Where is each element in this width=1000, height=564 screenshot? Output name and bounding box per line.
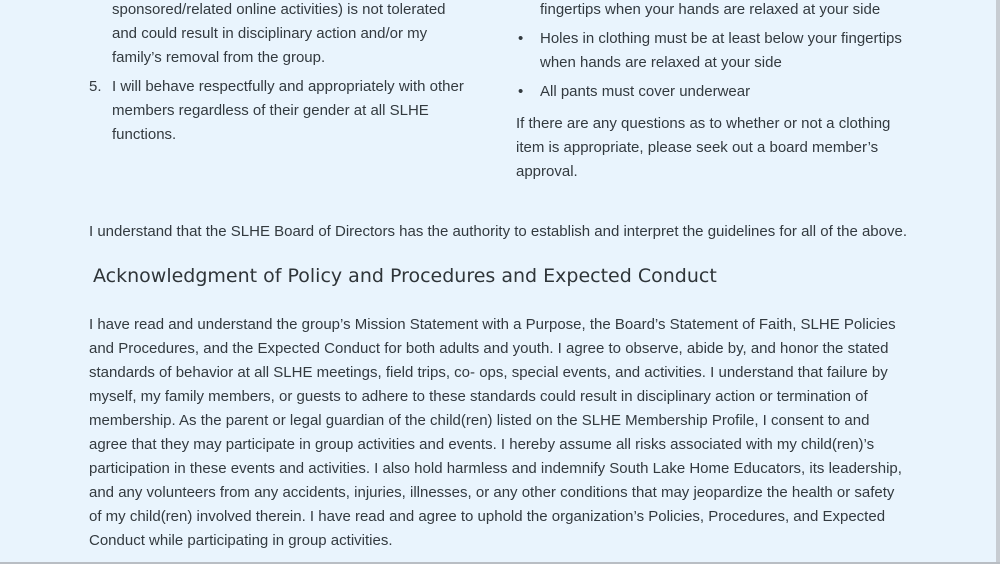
- text-line: If there are any questions as to whether or not a clothing: [516, 115, 891, 132]
- text-line: standards of behavior at all SLHE meetings, field trips, co- ops, special events, and activities. I understand that failure by: [89, 364, 888, 381]
- acknowledgment-paragraph: [89, 313, 909, 553]
- text-line: fingertips when your hands are relaxed at your side: [540, 1, 881, 18]
- text-line: participation in these events and activities. I also hold harmless and indemnify South Lake Home Educators, its leadership,: [89, 460, 902, 477]
- clothing-note: [516, 112, 906, 184]
- text-line: of my child(ren) involved therein. I have read and agree to uphold the organization’s Policies, Procedures, and Expected: [89, 508, 886, 525]
- page-edge-scrollbar[interactable]: [996, 0, 1000, 564]
- text-line: sponsored/related online activities) is not tolerated: [112, 1, 446, 18]
- text-line: membership. As the parent or legal guardian of the child(ren) listed on the SLHE Membership Profile, I consent to and: [89, 412, 870, 429]
- right-column: [516, 0, 906, 184]
- text-line: Conduct while participating in group activities.: [89, 532, 393, 549]
- text-line: when hands are relaxed at your side: [540, 54, 782, 71]
- text-line: members regardless of their gender at all SLHE: [112, 102, 429, 119]
- bullet-glyph: •: [518, 30, 524, 47]
- list-item-5: [89, 75, 489, 147]
- section-heading: Acknowledgment of Policy and Procedures and Expected Conduct: [93, 265, 717, 287]
- text-line: approval.: [516, 163, 578, 180]
- list-item-4-continuation: [89, 0, 489, 70]
- text-line: I will behave respectfully and appropriately with other: [112, 78, 464, 95]
- text-line: item is appropriate, please seek out a board member’s: [516, 139, 879, 156]
- bullet-continuation: [516, 0, 906, 22]
- text-line: Holes in clothing must be at least below your fingertips: [540, 30, 902, 47]
- bullet-item: [516, 80, 906, 104]
- bullet-item: [516, 27, 906, 75]
- text-line: I have read and understand the group’s Mission Statement with a Purpose, the Board’s Statement of Faith, SLHE Policies: [89, 316, 896, 333]
- text-line: myself, my family members, or guests to adhere to these standards could result in disciplinary action or termination of: [89, 388, 868, 405]
- board-authority-statement: I understand that the SLHE Board of Directors has the authority to establish and interpret the guidelines for all of the above.: [89, 223, 907, 240]
- text-line: All pants must cover underwear: [540, 83, 751, 100]
- text-line: and any volunteers from any accidents, injuries, illnesses, or any other conditions that may jeopardize the health or safety: [89, 484, 895, 501]
- text-line: family’s removal from the group.: [112, 49, 326, 66]
- text-line: functions.: [112, 126, 177, 143]
- text-line: agree that they may participate in group activities and events. I hereby assume all risks associated with my child(ren)’s: [89, 436, 875, 453]
- list-number: 5.: [89, 78, 102, 95]
- bullet-glyph: •: [518, 83, 524, 100]
- text-line: and could result in disciplinary action and/or my: [112, 25, 428, 42]
- left-column: [89, 0, 489, 147]
- text-line: and Procedures, and the Expected Conduct for both adults and youth. I agree to observe, abide by, and honor the stated: [89, 340, 889, 357]
